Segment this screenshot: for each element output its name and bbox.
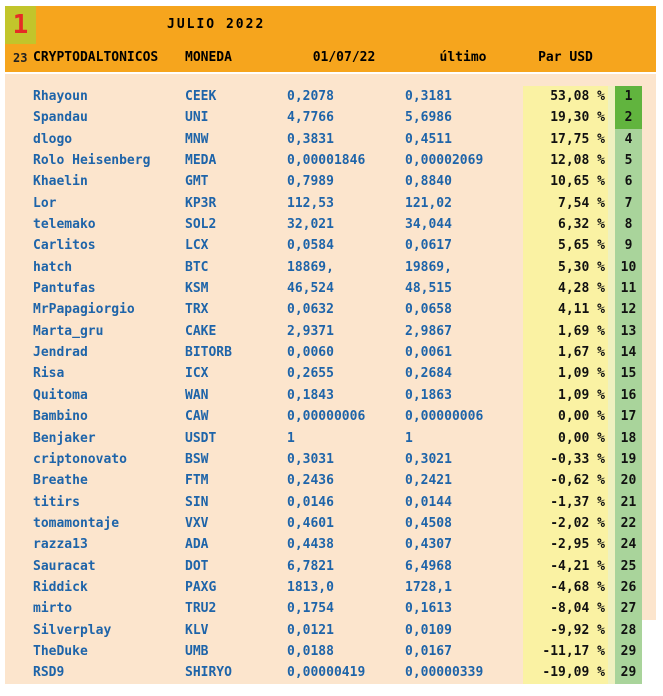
cell-spacer — [608, 449, 615, 470]
cell-coin[interactable]: BITORB — [182, 342, 285, 363]
cell-name[interactable]: hatch — [30, 257, 182, 278]
row-gutter — [5, 620, 30, 641]
row-gutter — [5, 193, 30, 214]
cell-last[interactable]: 0,00000006 — [403, 406, 523, 427]
cell-rank[interactable]: 9 — [615, 235, 642, 256]
cell-percent[interactable]: 19,30 % — [523, 107, 608, 128]
blank-spacer-row — [5, 74, 656, 86]
cell-open[interactable]: 0,1754 — [285, 598, 403, 619]
cell-coin[interactable]: FTM — [182, 470, 285, 491]
cell-open[interactable]: 0,3831 — [285, 129, 403, 150]
cell-last[interactable]: 0,1613 — [403, 598, 523, 619]
cell-rank[interactable]: 14 — [615, 342, 642, 363]
cell-name[interactable]: Spandau — [30, 107, 182, 128]
cell-spacer — [608, 406, 615, 427]
table-row — [5, 278, 656, 299]
cell-last[interactable]: 34,044 — [403, 214, 523, 235]
cell-rank[interactable]: 15 — [615, 363, 642, 384]
column-header-open-date[interactable]: 01/07/22 — [312, 50, 376, 65]
cell-coin[interactable]: GMT — [182, 171, 285, 192]
cell-right-margin — [642, 214, 656, 235]
cell-spacer — [608, 129, 615, 150]
cell-name[interactable]: Rhayoun — [30, 86, 182, 107]
cell-last[interactable]: 0,00002069 — [403, 150, 523, 171]
row-gutter — [5, 299, 30, 320]
column-header-last[interactable]: último — [439, 50, 487, 65]
cell-open[interactable]: 0,0632 — [285, 299, 403, 320]
cell-spacer — [608, 86, 615, 107]
table-row — [5, 193, 656, 214]
cell-open[interactable]: 0,4438 — [285, 534, 403, 555]
cell-percent[interactable]: 0,00 % — [523, 428, 608, 449]
cell-spacer — [608, 620, 615, 641]
corner-badge-cell[interactable] — [5, 6, 36, 44]
column-header-rank — [615, 44, 642, 72]
row-gutter — [5, 577, 30, 598]
cell-percent[interactable]: -2,02 % — [523, 513, 608, 534]
row-gutter — [5, 107, 30, 128]
cell-percent[interactable]: -0,62 % — [523, 470, 608, 491]
cell-open[interactable]: 2,9371 — [285, 321, 403, 342]
cell-open[interactable]: 1 — [285, 428, 403, 449]
cell-coin[interactable]: ADA — [182, 534, 285, 555]
cell-right-margin — [642, 513, 656, 534]
cell-open[interactable]: 0,0584 — [285, 235, 403, 256]
cell-rank[interactable]: 24 — [615, 534, 642, 555]
cell-name[interactable]: MrPapagiorgio — [30, 299, 182, 320]
cell-right-margin — [642, 257, 656, 278]
cell-coin[interactable]: KSM — [182, 278, 285, 299]
cell-percent[interactable]: 1,69 % — [523, 321, 608, 342]
cell-rank[interactable]: 29 — [615, 662, 642, 683]
table-row — [5, 129, 656, 150]
cell-right-margin — [642, 171, 656, 192]
cell-last[interactable]: 0,1863 — [403, 385, 523, 406]
cell-rank[interactable]: 25 — [615, 556, 642, 577]
row-gutter — [5, 86, 30, 107]
cell-coin[interactable]: SHIRYO — [182, 662, 285, 683]
cell-last[interactable]: 5,6986 — [403, 107, 523, 128]
cell-right-margin — [642, 86, 656, 107]
cell-rank[interactable]: 2 — [615, 107, 642, 128]
cell-open[interactable]: 0,0146 — [285, 492, 403, 513]
cell-right-margin — [642, 235, 656, 256]
cell-right-margin — [642, 492, 656, 513]
table-row — [5, 406, 656, 427]
cell-spacer — [608, 534, 615, 555]
row-gutter — [5, 449, 30, 470]
cell-percent[interactable]: -0,33 % — [523, 449, 608, 470]
cell-last[interactable]: 0,0061 — [403, 342, 523, 363]
cell-open[interactable]: 0,0188 — [285, 641, 403, 662]
cell-coin[interactable]: SOL2 — [182, 214, 285, 235]
cell-name[interactable]: telemako — [30, 214, 182, 235]
cell-name[interactable]: Breathe — [30, 470, 182, 491]
cell-rank[interactable]: 21 — [615, 492, 642, 513]
cell-coin[interactable]: CAW — [182, 406, 285, 427]
table-row — [5, 171, 656, 192]
cell-name[interactable]: Rolo Heisenberg — [30, 150, 182, 171]
cell-last[interactable]: 0,2684 — [403, 363, 523, 384]
cell-open[interactable]: 1813,0 — [285, 577, 403, 598]
cell-rank[interactable]: 7 — [615, 193, 642, 214]
cell-right-margin — [642, 470, 656, 491]
table-row — [5, 299, 656, 320]
cell-coin[interactable]: ICX — [182, 363, 285, 384]
table-row — [5, 385, 656, 406]
cell-percent[interactable]: 12,08 % — [523, 150, 608, 171]
cell-rank[interactable]: 4 — [615, 129, 642, 150]
cell-coin[interactable]: WAN — [182, 385, 285, 406]
row-gutter — [5, 385, 30, 406]
cell-right-margin — [642, 598, 656, 619]
column-header-spacer — [608, 44, 615, 72]
cell-percent[interactable]: 53,08 % — [523, 86, 608, 107]
cell-last[interactable]: 6,4968 — [403, 556, 523, 577]
cell-coin[interactable]: SIN — [182, 492, 285, 513]
cell-last[interactable]: 0,4508 — [403, 513, 523, 534]
cell-spacer — [608, 598, 615, 619]
cell-spacer — [608, 492, 615, 513]
cell-name[interactable]: Lor — [30, 193, 182, 214]
cell-spacer — [608, 662, 615, 683]
cell-spacer — [608, 278, 615, 299]
cell-open[interactable]: 0,0060 — [285, 342, 403, 363]
cell-percent[interactable]: -2,95 % — [523, 534, 608, 555]
cell-rank[interactable]: 12 — [615, 299, 642, 320]
cell-right-margin — [642, 193, 656, 214]
cell-rank[interactable]: 19 — [615, 449, 642, 470]
cell-open[interactable]: 18869, — [285, 257, 403, 278]
cell-rank[interactable]: 28 — [615, 620, 642, 641]
row-gutter — [5, 406, 30, 427]
row-gutter — [5, 129, 30, 150]
cell-coin[interactable]: UMB — [182, 641, 285, 662]
row-gutter — [5, 171, 30, 192]
cell-name[interactable]: titirs — [30, 492, 182, 513]
column-header-name[interactable]: CRYPTODALTONICOS — [33, 50, 159, 65]
cell-right-margin — [642, 577, 656, 598]
column-header-right-margin — [642, 44, 656, 72]
cell-name[interactable]: razza13 — [30, 534, 182, 555]
cell-right-margin — [642, 299, 656, 320]
row-gutter — [5, 641, 30, 662]
cell-rank[interactable]: 29 — [615, 641, 642, 662]
cell-coin[interactable]: UNI — [182, 107, 285, 128]
table-row — [5, 235, 656, 256]
cell-coin[interactable]: LCX — [182, 235, 285, 256]
cell-coin[interactable]: USDT — [182, 428, 285, 449]
cell-right-margin — [642, 363, 656, 384]
cell-rank[interactable]: 18 — [615, 428, 642, 449]
cell-last[interactable]: 0,2421 — [403, 470, 523, 491]
cell-open[interactable]: 112,53 — [285, 193, 403, 214]
row-gutter — [5, 598, 30, 619]
cell-percent[interactable]: 6,32 % — [523, 214, 608, 235]
cell-open[interactable]: 0,4601 — [285, 513, 403, 534]
cell-name[interactable]: Quitoma — [30, 385, 182, 406]
cell-coin[interactable]: BTC — [182, 257, 285, 278]
cell-rank[interactable]: 6 — [615, 171, 642, 192]
spreadsheet — [5, 6, 656, 684]
table-row — [5, 321, 656, 342]
row-gutter — [5, 214, 30, 235]
cell-last[interactable]: 0,3181 — [403, 86, 523, 107]
cell-last[interactable]: 0,0167 — [403, 641, 523, 662]
cell-right-margin — [642, 278, 656, 299]
cell-right-margin — [642, 321, 656, 342]
cell-name[interactable]: Marta_gru — [30, 321, 182, 342]
column-header-coin[interactable]: MONEDA — [185, 50, 232, 65]
cell-name[interactable]: Carlitos — [30, 235, 182, 256]
cell-spacer — [608, 299, 615, 320]
table-row — [5, 620, 656, 641]
table-row — [5, 470, 656, 491]
cell-spacer — [608, 235, 615, 256]
cell-rank[interactable]: 26 — [615, 577, 642, 598]
cell-open[interactable]: 0,2436 — [285, 470, 403, 491]
cell-spacer — [608, 150, 615, 171]
cell-name[interactable]: Sauracat — [30, 556, 182, 577]
cell-rank[interactable]: 27 — [615, 598, 642, 619]
row-gutter — [5, 257, 30, 278]
cell-right-margin — [642, 385, 656, 406]
cell-spacer — [608, 193, 615, 214]
cell-spacer — [608, 470, 615, 491]
cell-rank[interactable]: 1 — [615, 86, 642, 107]
cell-spacer — [608, 556, 615, 577]
cell-spacer — [608, 107, 615, 128]
cell-name[interactable]: dlogo — [30, 129, 182, 150]
cell-last[interactable]: 0,3021 — [403, 449, 523, 470]
cell-rank[interactable]: 22 — [615, 513, 642, 534]
cell-percent[interactable]: 1,67 % — [523, 342, 608, 363]
row-gutter — [5, 470, 30, 491]
table-row — [5, 556, 656, 577]
cell-open[interactable]: 0,2078 — [285, 86, 403, 107]
title-bar — [36, 6, 656, 44]
table-row — [5, 662, 656, 683]
cell-last[interactable]: 1 — [403, 428, 523, 449]
cell-right-margin — [642, 428, 656, 449]
column-header-pair-usd[interactable]: Par USD — [538, 50, 593, 65]
cell-open[interactable]: 0,3031 — [285, 449, 403, 470]
cell-percent[interactable]: 5,30 % — [523, 257, 608, 278]
cell-coin[interactable]: BSW — [182, 449, 285, 470]
cell-open[interactable]: 6,7821 — [285, 556, 403, 577]
cell-coin[interactable]: MEDA — [182, 150, 285, 171]
corner-badge-number: 1 — [12, 10, 29, 40]
cell-right-margin — [642, 641, 656, 662]
table-row — [5, 641, 656, 662]
cell-last[interactable]: 2,9867 — [403, 321, 523, 342]
row-gutter — [5, 534, 30, 555]
cell-right-margin — [642, 449, 656, 470]
cell-name[interactable]: Jendrad — [30, 342, 182, 363]
cell-percent[interactable]: 4,11 % — [523, 299, 608, 320]
table-row — [5, 598, 656, 619]
cell-name[interactable]: Silverplay — [30, 620, 182, 641]
cell-percent[interactable]: -1,37 % — [523, 492, 608, 513]
cell-name[interactable]: TheDuke — [30, 641, 182, 662]
cell-last[interactable]: 0,0144 — [403, 492, 523, 513]
cell-open[interactable]: 4,7766 — [285, 107, 403, 128]
row-number-gutter: 23 — [13, 51, 28, 65]
table-row — [5, 577, 656, 598]
cell-right-margin — [642, 556, 656, 577]
cell-spacer — [608, 428, 615, 449]
cell-last[interactable]: 1728,1 — [403, 577, 523, 598]
cell-name[interactable]: tomamontaje — [30, 513, 182, 534]
cell-spacer — [608, 321, 615, 342]
cell-open[interactable]: 0,0121 — [285, 620, 403, 641]
row-gutter — [5, 278, 30, 299]
cell-percent[interactable]: -9,92 % — [523, 620, 608, 641]
sheet-title: JULIO 2022 — [167, 17, 266, 32]
cell-coin[interactable]: KP3R — [182, 193, 285, 214]
table-row — [5, 428, 656, 449]
cell-coin[interactable]: CEEK — [182, 86, 285, 107]
cell-percent[interactable]: -4,68 % — [523, 577, 608, 598]
cell-right-margin — [642, 406, 656, 427]
cell-rank[interactable]: 17 — [615, 406, 642, 427]
table-row — [5, 363, 656, 384]
cell-coin[interactable]: CAKE — [182, 321, 285, 342]
cell-name[interactable]: Risa — [30, 363, 182, 384]
cell-spacer — [608, 385, 615, 406]
cell-percent[interactable]: 1,09 % — [523, 385, 608, 406]
cell-last[interactable]: 0,8840 — [403, 171, 523, 192]
cell-open[interactable]: 0,1843 — [285, 385, 403, 406]
cell-name[interactable]: Khaelin — [30, 171, 182, 192]
row-gutter — [5, 321, 30, 342]
table-row — [5, 342, 656, 363]
cell-last[interactable]: 0,00000339 — [403, 662, 523, 683]
cell-coin[interactable]: DOT — [182, 556, 285, 577]
table-row — [5, 534, 656, 555]
table-row — [5, 257, 656, 278]
cell-percent[interactable]: -11,17 % — [523, 641, 608, 662]
cell-spacer — [608, 513, 615, 534]
cell-right-margin — [642, 534, 656, 555]
table-row — [5, 449, 656, 470]
row-gutter — [5, 513, 30, 534]
row-gutter — [5, 363, 30, 384]
cell-rank[interactable]: 13 — [615, 321, 642, 342]
cell-right-margin — [642, 129, 656, 150]
cell-percent[interactable]: 0,00 % — [523, 406, 608, 427]
cell-open[interactable]: 46,524 — [285, 278, 403, 299]
cell-percent[interactable]: -4,21 % — [523, 556, 608, 577]
table-row — [5, 214, 656, 235]
cell-name[interactable]: criptonovato — [30, 449, 182, 470]
cell-name[interactable]: Riddick — [30, 577, 182, 598]
row-gutter — [5, 150, 30, 171]
cell-rank[interactable]: 8 — [615, 214, 642, 235]
table-row — [5, 86, 656, 107]
cell-open[interactable]: 0,00000006 — [285, 406, 403, 427]
cell-rank[interactable]: 20 — [615, 470, 642, 491]
cell-percent[interactable]: 1,09 % — [523, 363, 608, 384]
cell-coin[interactable]: PAXG — [182, 577, 285, 598]
row-gutter — [5, 556, 30, 577]
cell-last[interactable]: 19869, — [403, 257, 523, 278]
cell-rank[interactable]: 16 — [615, 385, 642, 406]
cell-last[interactable]: 0,0109 — [403, 620, 523, 641]
row-gutter — [5, 342, 30, 363]
cell-last[interactable]: 121,02 — [403, 193, 523, 214]
cell-percent[interactable]: -8,04 % — [523, 598, 608, 619]
cell-open[interactable]: 0,00000419 — [285, 662, 403, 683]
cell-last[interactable]: 48,515 — [403, 278, 523, 299]
cell-percent[interactable]: 5,65 % — [523, 235, 608, 256]
cell-spacer — [608, 363, 615, 384]
cell-percent[interactable]: 4,28 % — [523, 278, 608, 299]
cell-name[interactable]: Pantufas — [30, 278, 182, 299]
column-header-row — [5, 44, 656, 72]
cell-open[interactable]: 0,00001846 — [285, 150, 403, 171]
table-row — [5, 107, 656, 128]
cell-percent[interactable]: 17,75 % — [523, 129, 608, 150]
row-gutter — [5, 662, 30, 683]
cell-name[interactable]: mirto — [30, 598, 182, 619]
cell-spacer — [608, 257, 615, 278]
cell-right-margin — [642, 342, 656, 363]
cell-last[interactable]: 0,4307 — [403, 534, 523, 555]
cell-coin[interactable]: VXV — [182, 513, 285, 534]
title-row — [5, 6, 656, 44]
cell-last[interactable]: 0,0658 — [403, 299, 523, 320]
cell-spacer — [608, 641, 615, 662]
cell-rank[interactable]: 11 — [615, 278, 642, 299]
cell-spacer — [608, 577, 615, 598]
cell-right-margin — [642, 662, 656, 683]
cell-name[interactable]: Bambino — [30, 406, 182, 427]
cell-spacer — [608, 171, 615, 192]
cell-rank[interactable]: 5 — [615, 150, 642, 171]
cell-last[interactable]: 0,4511 — [403, 129, 523, 150]
cell-right-margin — [642, 107, 656, 128]
cell-open[interactable]: 0,2655 — [285, 363, 403, 384]
cell-percent[interactable]: -19,09 % — [523, 662, 608, 683]
cell-percent[interactable]: 10,65 % — [523, 171, 608, 192]
cell-coin[interactable]: KLV — [182, 620, 285, 641]
cell-coin[interactable]: MNW — [182, 129, 285, 150]
row-gutter — [5, 428, 30, 449]
cell-spacer — [608, 342, 615, 363]
table-row — [5, 492, 656, 513]
table-row — [5, 513, 656, 534]
cell-right-margin — [642, 150, 656, 171]
row-gutter — [5, 235, 30, 256]
cell-coin[interactable]: TRX — [182, 299, 285, 320]
table-row — [5, 150, 656, 171]
cell-name[interactable]: Benjaker — [30, 428, 182, 449]
cell-rank[interactable]: 10 — [615, 257, 642, 278]
cell-open[interactable]: 0,7989 — [285, 171, 403, 192]
cell-spacer — [608, 214, 615, 235]
cell-coin[interactable]: TRU2 — [182, 598, 285, 619]
cell-percent[interactable]: 7,54 % — [523, 193, 608, 214]
cell-last[interactable]: 0,0617 — [403, 235, 523, 256]
cell-open[interactable]: 32,021 — [285, 214, 403, 235]
row-gutter — [5, 492, 30, 513]
cell-name[interactable]: RSD9 — [30, 662, 182, 683]
table-body — [5, 86, 656, 684]
cell-right-margin — [642, 620, 656, 641]
